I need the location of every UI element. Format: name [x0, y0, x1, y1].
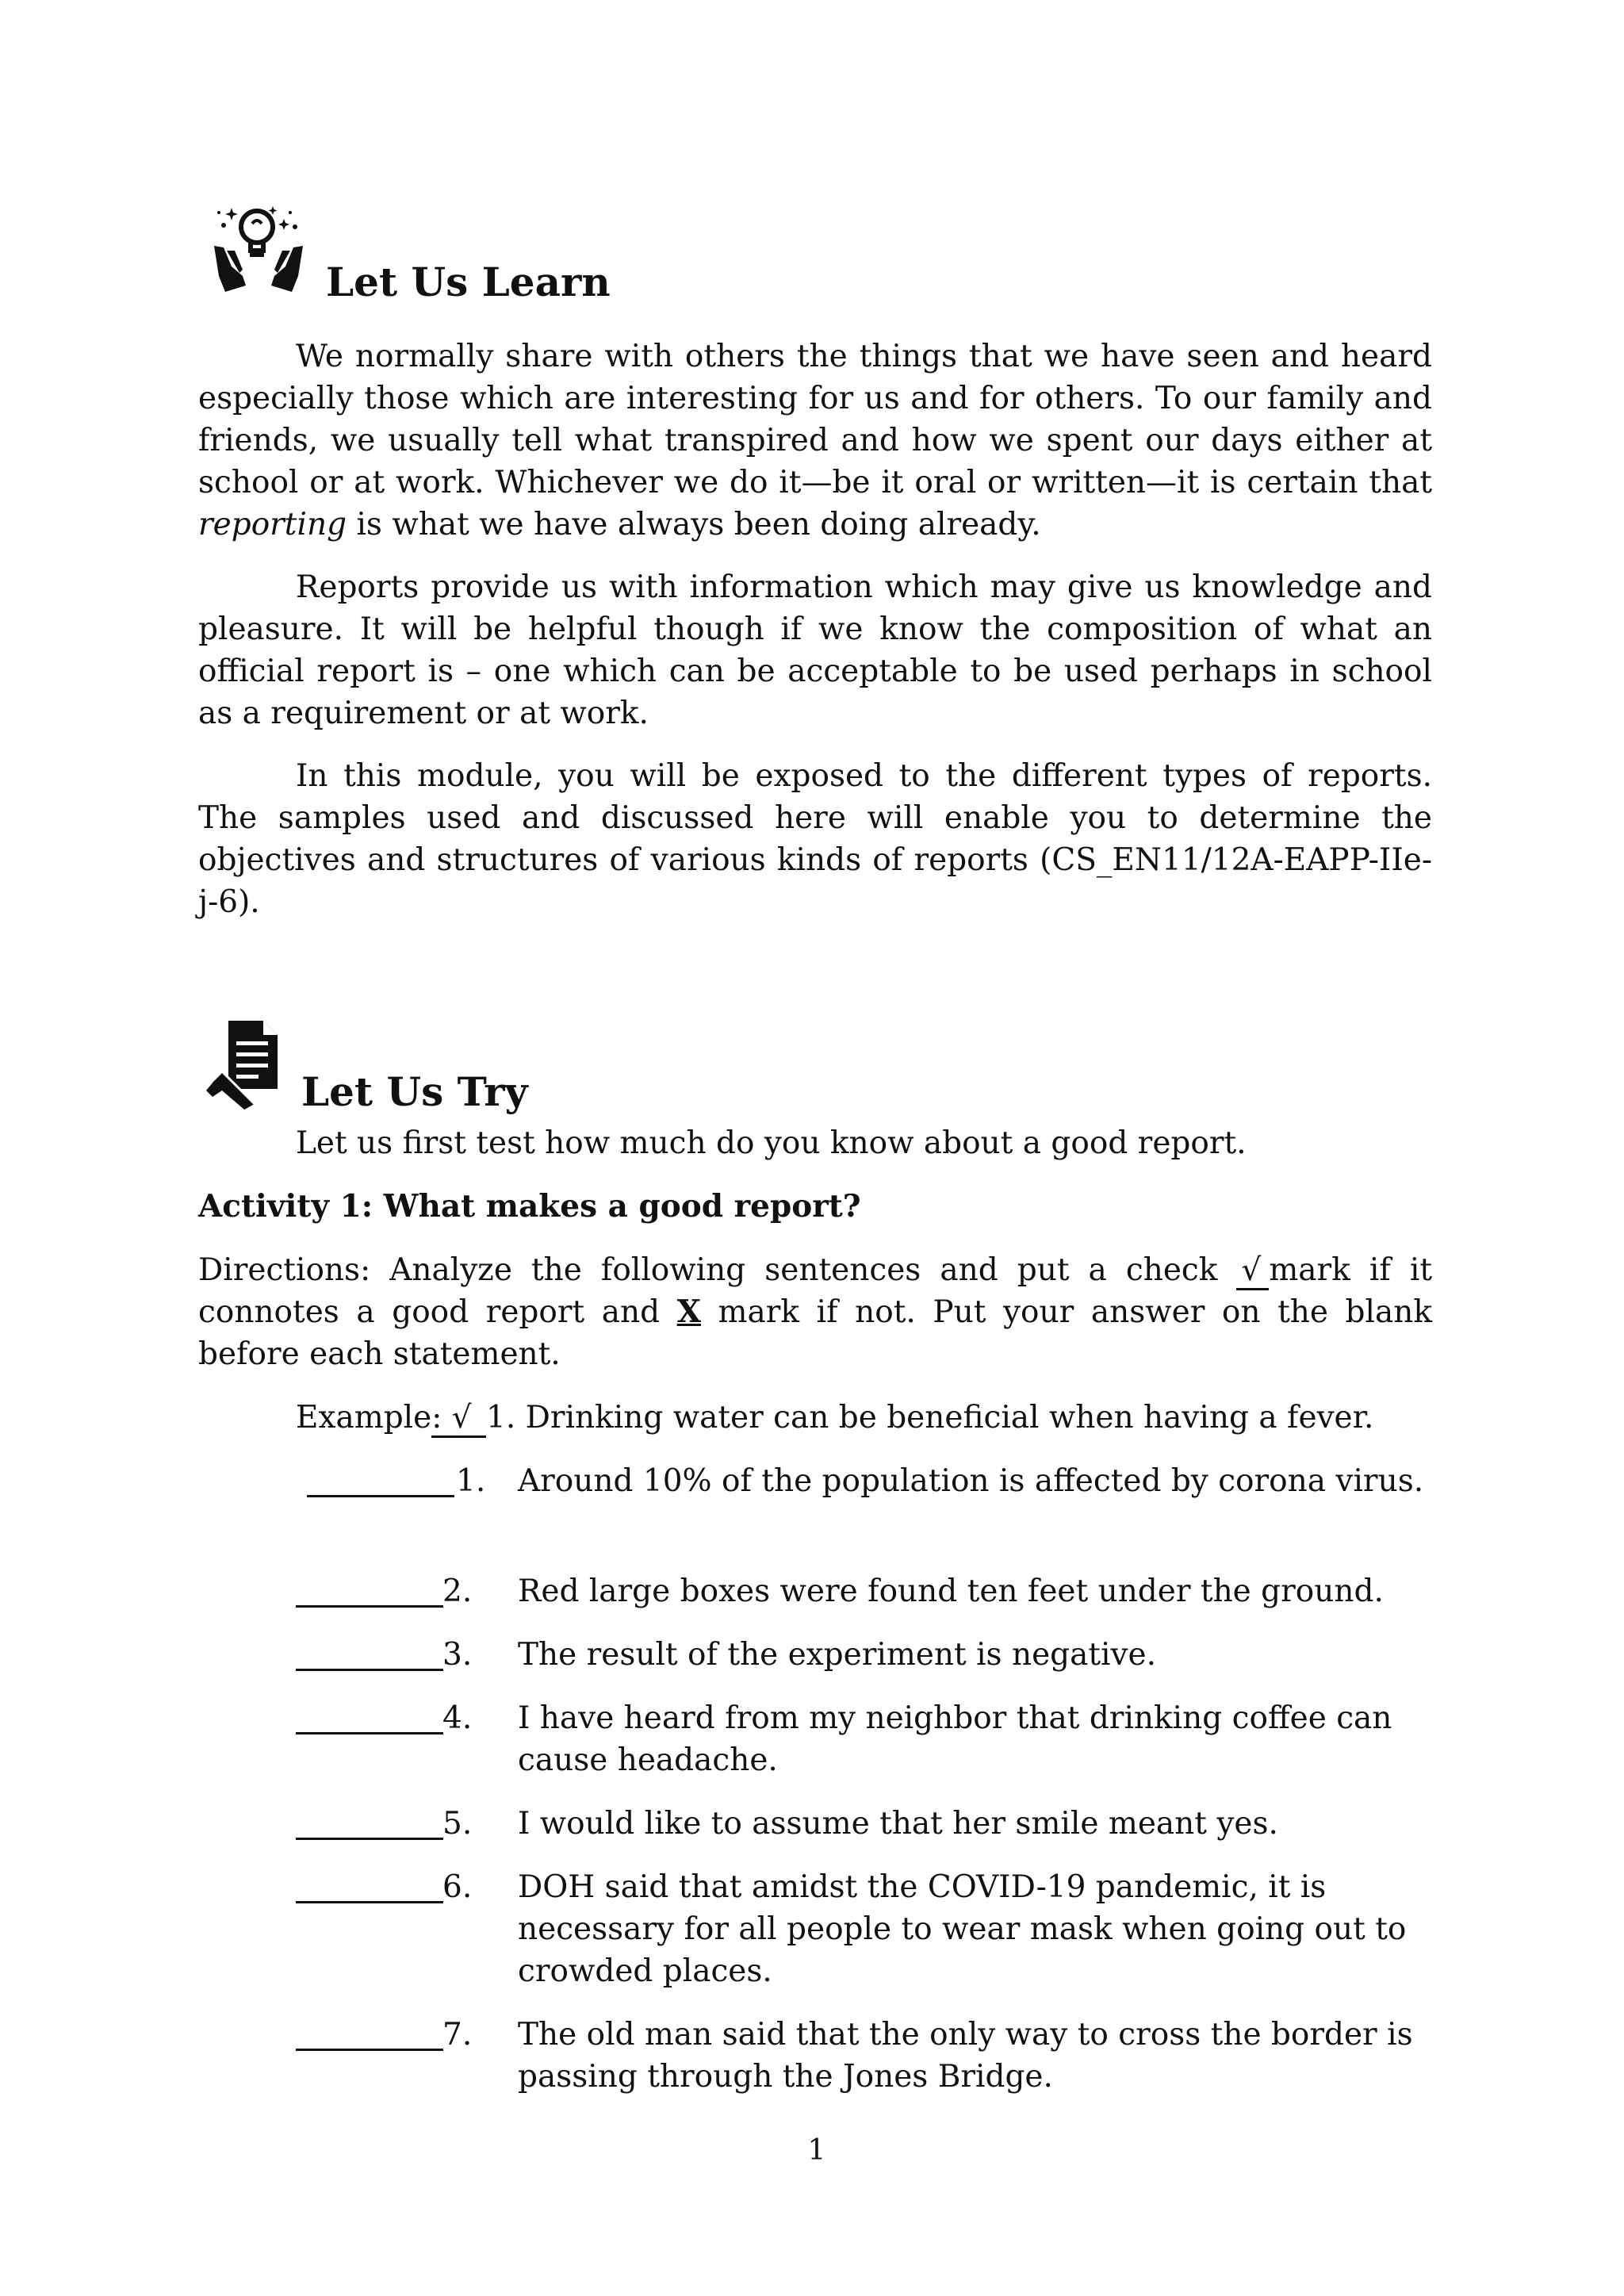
section-title-learn: Let Us Learn — [326, 259, 611, 305]
try-intro: Let us first test how much do you know about a good report. — [296, 1125, 1247, 1161]
document-pen-icon — [205, 1018, 284, 1111]
activity-directions — [198, 1249, 1432, 1375]
directions-part-1: Directions: Analyze the following sentences and put a check — [198, 1252, 1237, 1288]
item-number: 7. — [442, 2017, 473, 2053]
example-label: Example — [296, 1400, 432, 1435]
learn-paragraph-2-text: Reports provide us with information which may give us knowledge and pleasure. It will be helpful though if we know the composition of what an official report is – one which can be acceptable to be used perhaps in school as a requirement or at work. — [198, 569, 1432, 731]
item-number: 1. — [456, 1463, 486, 1499]
item-text: Around 10% of the population is affected by corona virus. — [518, 1463, 1424, 1499]
x-mark-symbol: X — [676, 1294, 701, 1330]
learn-paragraph-3-text: In this module, you will be exposed to the different types of reports. The samples used and discussed here will enable you to determine the objectives and structures of various kinds of reports (CS_EN11/12A-EAPP-IIe-j-6). — [198, 758, 1432, 920]
answer-blank-5[interactable] — [296, 1838, 443, 1840]
item-text: I have heard from my neighbor that drinking coffee can cause headache. — [518, 1700, 1392, 1778]
lightbulb-hands-icon — [208, 203, 309, 297]
item-text: Red large boxes were found ten feet under the ground. — [518, 1573, 1384, 1609]
example-answer: √ — [451, 1400, 472, 1435]
learn-paragraph-1 — [198, 335, 1432, 546]
learn-paragraph-1-after: is what we have always been doing already. — [347, 507, 1041, 542]
item-number: 6. — [442, 1869, 473, 1905]
answer-blank-7[interactable] — [296, 2049, 443, 2051]
item-text: The result of the experiment is negative. — [518, 1637, 1157, 1673]
item-number: 3. — [442, 1637, 473, 1673]
answer-blank-1[interactable] — [307, 1495, 454, 1497]
item-text: DOH said that amidst the COVID-19 pandemic, it is necessary for all people to wear mask when going out to crowded places. — [518, 1869, 1407, 1989]
page-number: 1 — [807, 2134, 826, 2167]
example-line — [296, 1397, 1373, 1439]
activity-title: Activity 1: What makes a good report? — [198, 1188, 861, 1225]
check-mark-symbol: √ — [1236, 1253, 1269, 1290]
example-text: Drinking water can be beneficial when having a fever. — [525, 1400, 1374, 1435]
example-answer-blank — [431, 1401, 486, 1438]
section-title-try: Let Us Try — [301, 1068, 528, 1115]
example-number: 1. — [486, 1400, 516, 1435]
answer-blank-2[interactable] — [296, 1605, 443, 1608]
item-number: 5. — [442, 1806, 473, 1842]
learn-paragraph-3 — [198, 755, 1432, 923]
learn-emphasis-reporting: reporting — [198, 507, 347, 542]
learn-paragraph-1-before: We normally share with others the things that we have seen and heard especially those which are interesting for us and for others. To our family and friends, we usually tell what transpired and how we spent our days either at school or at work. Whichever we do it—be it oral or written—it is certain that — [198, 339, 1432, 500]
learn-paragraph-2 — [198, 566, 1432, 734]
item-number: 4. — [442, 1700, 473, 1736]
item-text: I would like to assume that her smile meant yes. — [518, 1806, 1278, 1842]
answer-blank-3[interactable] — [296, 1669, 443, 1671]
directions-part-3: mark if not. Put your answer on the blank before each statement. — [198, 1294, 1432, 1372]
example-colon: : — [431, 1400, 442, 1435]
answer-blank-4[interactable] — [296, 1732, 443, 1734]
answer-blank-6[interactable] — [296, 1901, 443, 1903]
directions-part-2: mark if it connotes a good report and — [198, 1252, 1432, 1330]
item-number: 2. — [442, 1573, 473, 1609]
item-text: The old man said that the only way to cross the border is passing through the Jones Bridge. — [518, 2017, 1413, 2095]
